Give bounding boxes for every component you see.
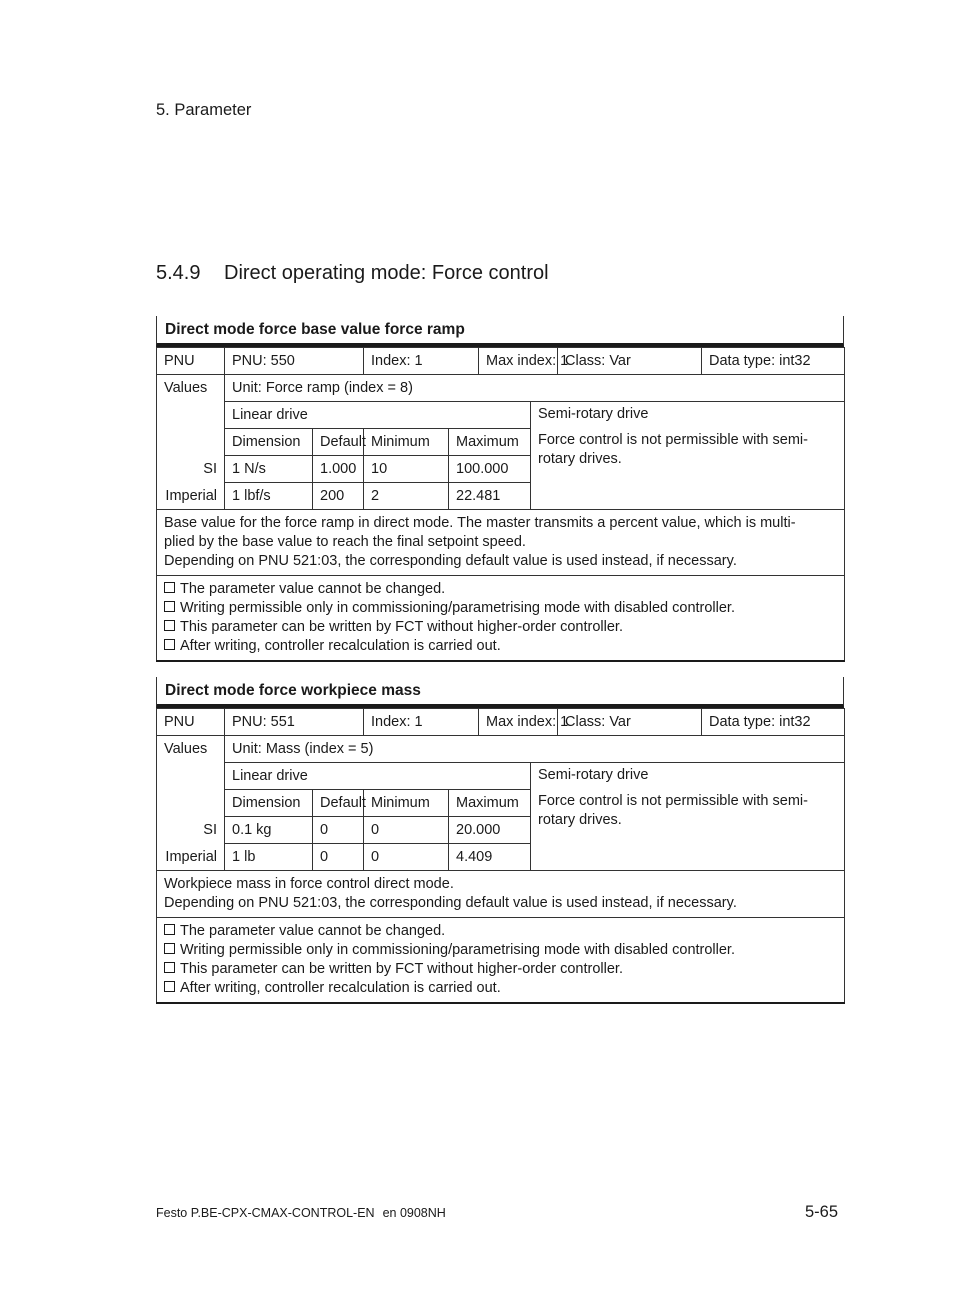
checks-cell <box>157 918 845 1004</box>
check-label: This parameter can be written by FCT without higher-order controller. <box>180 961 623 977</box>
description-line: Depending on PNU 521:03, the corresponding default value is used instead, if necessary. <box>164 895 737 911</box>
checkbox-icon <box>164 962 175 973</box>
semi-rotary-cell <box>531 402 845 510</box>
checks-row <box>157 576 845 662</box>
col-maximum: Maximum <box>449 790 531 817</box>
col-minimum: Minimum <box>364 429 449 456</box>
section-number: 5.4.9 <box>156 262 201 284</box>
dimension-cell: 1 lbf/s <box>225 483 313 510</box>
pnu-value: PNU: 550 <box>225 348 364 375</box>
default-cell: 200 <box>313 483 364 510</box>
check-item <box>164 637 837 656</box>
parameter-table-pnu-550 <box>156 316 844 662</box>
parameter-grid <box>156 708 845 1004</box>
data-type-value: Data type: int32 <box>702 709 845 736</box>
check-item <box>164 599 837 618</box>
pnu-value: PNU: 551 <box>225 709 364 736</box>
semi-rotary-note: Force control is not permissible with semi-rotary drives. <box>538 432 808 467</box>
data-type-value: Data type: int32 <box>702 348 845 375</box>
col-default: Default <box>313 790 364 817</box>
index-value: Index: 1 <box>364 348 479 375</box>
semi-rotary-label: Semi-rotary drive <box>538 767 649 783</box>
drive-header-row <box>157 763 845 790</box>
check-label: After writing, controller recalculation is carried out. <box>180 980 501 996</box>
col-minimum: Minimum <box>364 790 449 817</box>
pnu-label: PNU <box>157 348 225 375</box>
index-value: Index: 1 <box>364 709 479 736</box>
drive-header-row <box>157 402 845 429</box>
page-number: 5-65 <box>804 1203 838 1221</box>
check-label: This parameter can be written by FCT without higher-order controller. <box>180 619 623 635</box>
unit-value: Unit: Force ramp (index = 8) <box>225 375 845 402</box>
unit-system: Imperial <box>157 483 225 510</box>
check-item <box>164 941 837 960</box>
checkbox-icon <box>164 639 175 650</box>
check-label: The parameter value cannot be changed. <box>180 581 446 597</box>
unit-system: SI <box>157 817 225 844</box>
minimum-cell: 0 <box>364 844 449 871</box>
description-cell <box>157 510 845 576</box>
max-index-value: Max index: 1 <box>479 348 558 375</box>
unit-row <box>157 375 845 402</box>
pnu-row <box>157 709 845 736</box>
unit-system: SI <box>157 456 225 483</box>
description-cell <box>157 871 845 918</box>
checkbox-icon <box>164 620 175 631</box>
table-title: Direct mode force base value force ramp <box>156 316 844 347</box>
maximum-cell: 22.481 <box>449 483 531 510</box>
check-item <box>164 960 837 979</box>
maximum-cell: 20.000 <box>449 817 531 844</box>
check-label: Writing permissible only in commissioning/parametrising mode with disabled controller. <box>180 600 735 616</box>
parameter-grid <box>156 347 845 662</box>
description-row <box>157 510 845 576</box>
minimum-cell: 10 <box>364 456 449 483</box>
checkbox-icon <box>164 924 175 935</box>
minimum-cell: 0 <box>364 817 449 844</box>
semi-rotary-note: Force control is not permissible with semi-rotary drives. <box>538 793 808 828</box>
values-label: Values <box>157 375 225 402</box>
pnu-row <box>157 348 845 375</box>
check-item <box>164 979 837 998</box>
check-item <box>164 618 837 637</box>
unit-value: Unit: Mass (index = 5) <box>225 736 845 763</box>
col-maximum: Maximum <box>449 429 531 456</box>
semi-rotary-cell <box>531 763 845 871</box>
checks-row <box>157 918 845 1004</box>
checks-cell <box>157 576 845 662</box>
footer-edition: en 0908NH <box>382 1206 446 1220</box>
pnu-label: PNU <box>157 709 225 736</box>
chapter-heading: 5. Parameter <box>156 101 252 119</box>
description-line: Base value for the force ramp in direct mode. The master transmits a percent value, which is multi- <box>164 515 796 531</box>
linear-drive-label: Linear drive <box>225 763 531 790</box>
class-value: Class: Var <box>558 709 702 736</box>
max-index-value: Max index: 1 <box>479 709 558 736</box>
check-label: Writing permissible only in commissioning/parametrising mode with disabled controller. <box>180 942 735 958</box>
check-label: After writing, controller recalculation is carried out. <box>180 638 501 654</box>
col-dimension: Dimension <box>225 429 313 456</box>
checkbox-icon <box>164 943 175 954</box>
check-item <box>164 922 837 941</box>
dimension-cell: 1 N/s <box>225 456 313 483</box>
default-cell: 0 <box>313 817 364 844</box>
minimum-cell: 2 <box>364 483 449 510</box>
semi-rotary-label: Semi-rotary drive <box>538 406 649 422</box>
checkbox-icon <box>164 582 175 593</box>
check-item <box>164 580 837 599</box>
maximum-cell: 4.409 <box>449 844 531 871</box>
footer-doc-info <box>156 1206 446 1220</box>
checkbox-icon <box>164 981 175 992</box>
default-cell: 0 <box>313 844 364 871</box>
col-default: Default <box>313 429 364 456</box>
checkbox-icon <box>164 601 175 612</box>
section-title-text: Direct operating mode: Force control <box>224 262 549 284</box>
default-cell: 1.000 <box>313 456 364 483</box>
class-value: Class: Var <box>558 348 702 375</box>
col-dimension: Dimension <box>225 790 313 817</box>
unit-row <box>157 736 845 763</box>
maximum-cell: 100.000 <box>449 456 531 483</box>
parameter-table-pnu-551 <box>156 677 844 1004</box>
dimension-cell: 0.1 kg <box>225 817 313 844</box>
footer-doc-id: Festo P.BE-CPX-CMAX-CONTROL-EN <box>156 1206 375 1220</box>
values-label: Values <box>157 736 225 763</box>
description-line: plied by the base value to reach the final setpoint speed. <box>164 534 526 550</box>
dimension-cell: 1 lb <box>225 844 313 871</box>
description-line: Workpiece mass in force control direct mode. <box>164 876 454 892</box>
linear-drive-label: Linear drive <box>225 402 531 429</box>
description-line: Depending on PNU 521:03, the corresponding default value is used instead, if necessary. <box>164 553 737 569</box>
description-row <box>157 871 845 918</box>
section-title <box>156 262 549 285</box>
check-label: The parameter value cannot be changed. <box>180 923 446 939</box>
table-title: Direct mode force workpiece mass <box>156 677 844 708</box>
unit-system: Imperial <box>157 844 225 871</box>
